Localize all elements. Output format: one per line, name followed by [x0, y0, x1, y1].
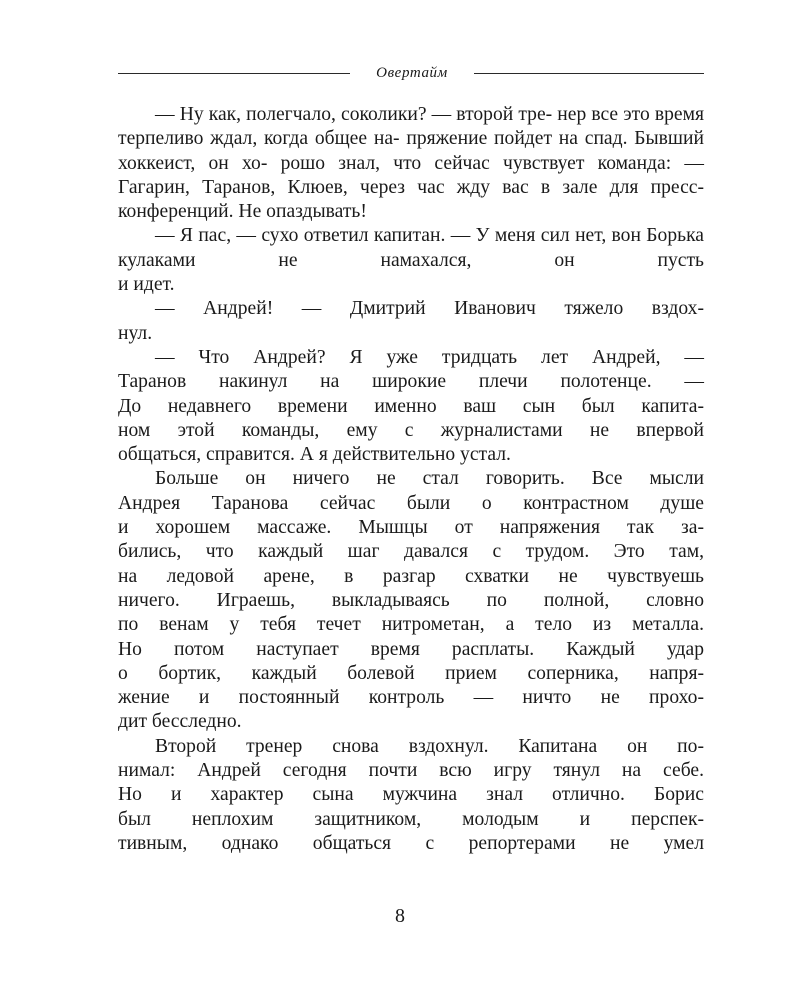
header-rule-right	[474, 73, 704, 74]
paragraph: — Андрей! — Дмитрий Иванович тяжело вздох-	[155, 298, 704, 320]
page-body-text	[118, 103, 704, 856]
paragraph-continuation: тивным, однако общаться с репортерами не умел	[118, 832, 704, 854]
header-rule-left	[118, 73, 350, 74]
paragraph-continuation: До недавнего времени именно ваш сын был капита-	[118, 395, 704, 417]
paragraph: Второй тренер снова вздохнул. Капитана он по-	[155, 735, 704, 757]
paragraph: Больше он ничего не стал говорить. Все мысли	[155, 468, 704, 490]
paragraph-continuation: бились, что каждый шаг давался с трудом. Это там,	[118, 541, 704, 563]
paragraph: — Я пас, — сухо ответил капитан. — У меня сил нет, вон Борька кулаками не намахался, он пусть	[118, 225, 704, 271]
paragraph: — Что Андрей? Я уже тридцать лет Андрей, —	[155, 346, 704, 368]
paragraph-continuation: нимал: Андрей сегодня почти всю игру тянул на себе.	[118, 760, 704, 782]
paragraph-continuation: ничего. Играешь, выкладываясь по полной, словно	[118, 589, 704, 611]
paragraph-continuation: общаться, справится. А я действительно устал.	[118, 444, 511, 466]
paragraph-continuation: нул.	[118, 322, 153, 344]
paragraph-continuation: и хорошем массаже. Мышцы от напряжения так за-	[118, 517, 704, 539]
paragraph-continuation: Андрея Таранова сейчас были о контрастном душе	[118, 492, 704, 514]
paragraph-continuation: конференций. Не опаздывать!	[118, 201, 367, 223]
paragraph-continuation: на ледовой арене, в разгар схватки не чувствуешь	[118, 565, 704, 587]
paragraph-continuation: о бортик, каждый болевой прием соперника, напря-	[118, 662, 704, 684]
page-number: 8	[395, 905, 405, 927]
running-title: Овертайм	[376, 65, 448, 81]
running-header	[118, 63, 704, 83]
paragraph: — Ну как, полегчало, соколики? — второй тре- нер все это время терпеливо ждал, когда общее на- пряжение пойдет на спад. Бывший хоккеист, он хо- рошо знал, что сейчас чувствует команда: — Гагарин, Таранов, Клюев, через час жду вас в зале для пресс-	[118, 104, 704, 198]
paragraph-continuation: жение и постоянный контроль — ничто не прохо-	[118, 687, 704, 709]
paragraph-continuation: и идет.	[118, 274, 175, 296]
paragraph-continuation: ном этой команды, ему с журналистами не впервой	[118, 419, 704, 441]
paragraph-continuation: Таранов накинул на широкие плечи полотенце. —	[118, 371, 704, 393]
paragraph-continuation: Но и характер сына мужчина знал отлично. Борис	[118, 784, 704, 806]
paragraph-continuation: по венам у тебя течет нитрометан, а тело из металла.	[118, 614, 704, 636]
paragraph-continuation: был неплохим защитником, молодым и перспек-	[118, 808, 704, 830]
paragraph-continuation: дит бесследно.	[118, 711, 242, 733]
paragraph-continuation: Но потом наступает время расплаты. Каждый удар	[118, 638, 704, 660]
